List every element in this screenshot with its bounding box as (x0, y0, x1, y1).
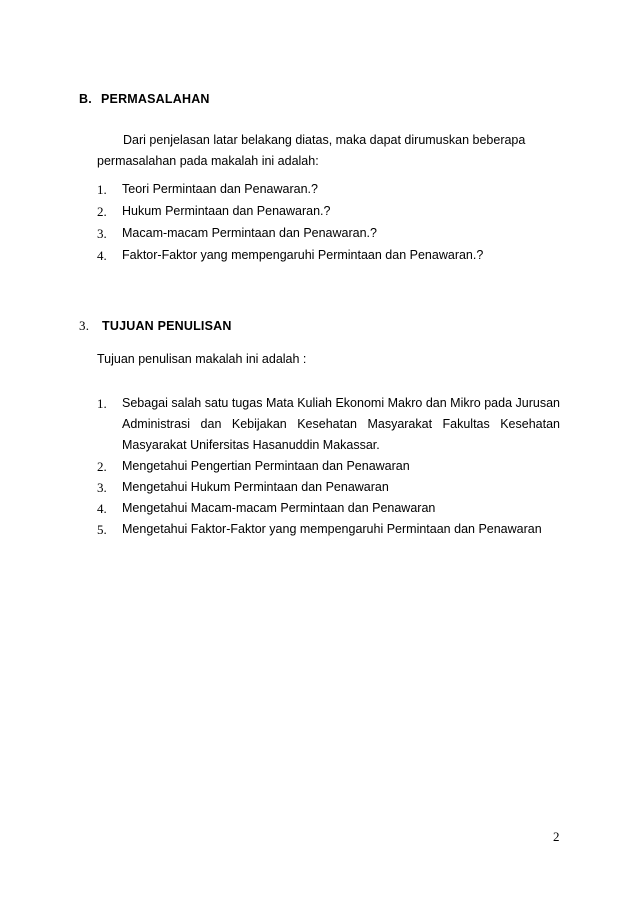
section-b-list (97, 179, 483, 266)
list-item-text: Teori Permintaan dan Penawaran.? (122, 182, 318, 196)
list-item (97, 456, 560, 477)
section-3-intro: Tujuan penulisan makalah ini adalah : (97, 352, 307, 366)
list-item (97, 201, 483, 222)
section-b-intro-line1: Dari penjelasan latar belakang diatas, maka dapat dirumuskan beberapa (123, 133, 526, 147)
page-number: 2 (553, 829, 560, 844)
list-item-text: Sebagai salah satu tugas Mata Kuliah Ekonomi Makro dan Mikro pada Jurusan Administrasi dan Kebijakan Kesehatan Masyarakat Fakultas Kesehatan Masyarakat Unifersitas Hasanuddin Makassar. (122, 396, 560, 452)
list-marker: 1. (97, 396, 107, 411)
list-marker: 4. (97, 248, 107, 263)
list-marker: 3. (97, 226, 107, 241)
list-marker: 2. (97, 204, 107, 219)
section-b-title: PERMASALAHAN (101, 92, 210, 106)
list-marker: 4. (97, 501, 107, 516)
section-b-heading (79, 92, 210, 106)
list-item-text: Mengetahui Pengertian Permintaan dan Penawaran (122, 459, 410, 473)
list-item-text: Faktor-Faktor yang mempengaruhi Permintaan dan Penawaran.? (122, 248, 484, 262)
list-marker: 1. (97, 182, 107, 197)
list-marker: 3. (97, 480, 107, 495)
section-3-list (97, 393, 560, 540)
list-item (97, 223, 483, 244)
list-marker: 2. (97, 459, 107, 474)
section-3-label: 3. (79, 318, 90, 333)
list-item-text: Hukum Permintaan dan Penawaran.? (122, 204, 331, 218)
list-item-text: Mengetahui Faktor-Faktor yang mempengaruhi Permintaan dan Penawaran (122, 522, 542, 536)
list-item-text: Mengetahui Macam-macam Permintaan dan Penawaran (122, 501, 436, 515)
list-item (97, 393, 560, 456)
list-item-text: Mengetahui Hukum Permintaan dan Penawaran (122, 480, 389, 494)
section-3-title: TUJUAN PENULISAN (102, 319, 232, 333)
section-b-label: B. (79, 92, 92, 106)
list-item (97, 477, 560, 498)
list-marker: 5. (97, 522, 107, 537)
list-item (97, 245, 483, 266)
list-item (97, 519, 560, 540)
list-item (97, 179, 483, 200)
list-item-text: Macam-macam Permintaan dan Penawaran.? (122, 226, 377, 240)
list-item (97, 498, 560, 519)
section-3-heading (79, 318, 232, 334)
section-b-intro-line2: permasalahan pada makalah ini adalah: (97, 154, 319, 168)
